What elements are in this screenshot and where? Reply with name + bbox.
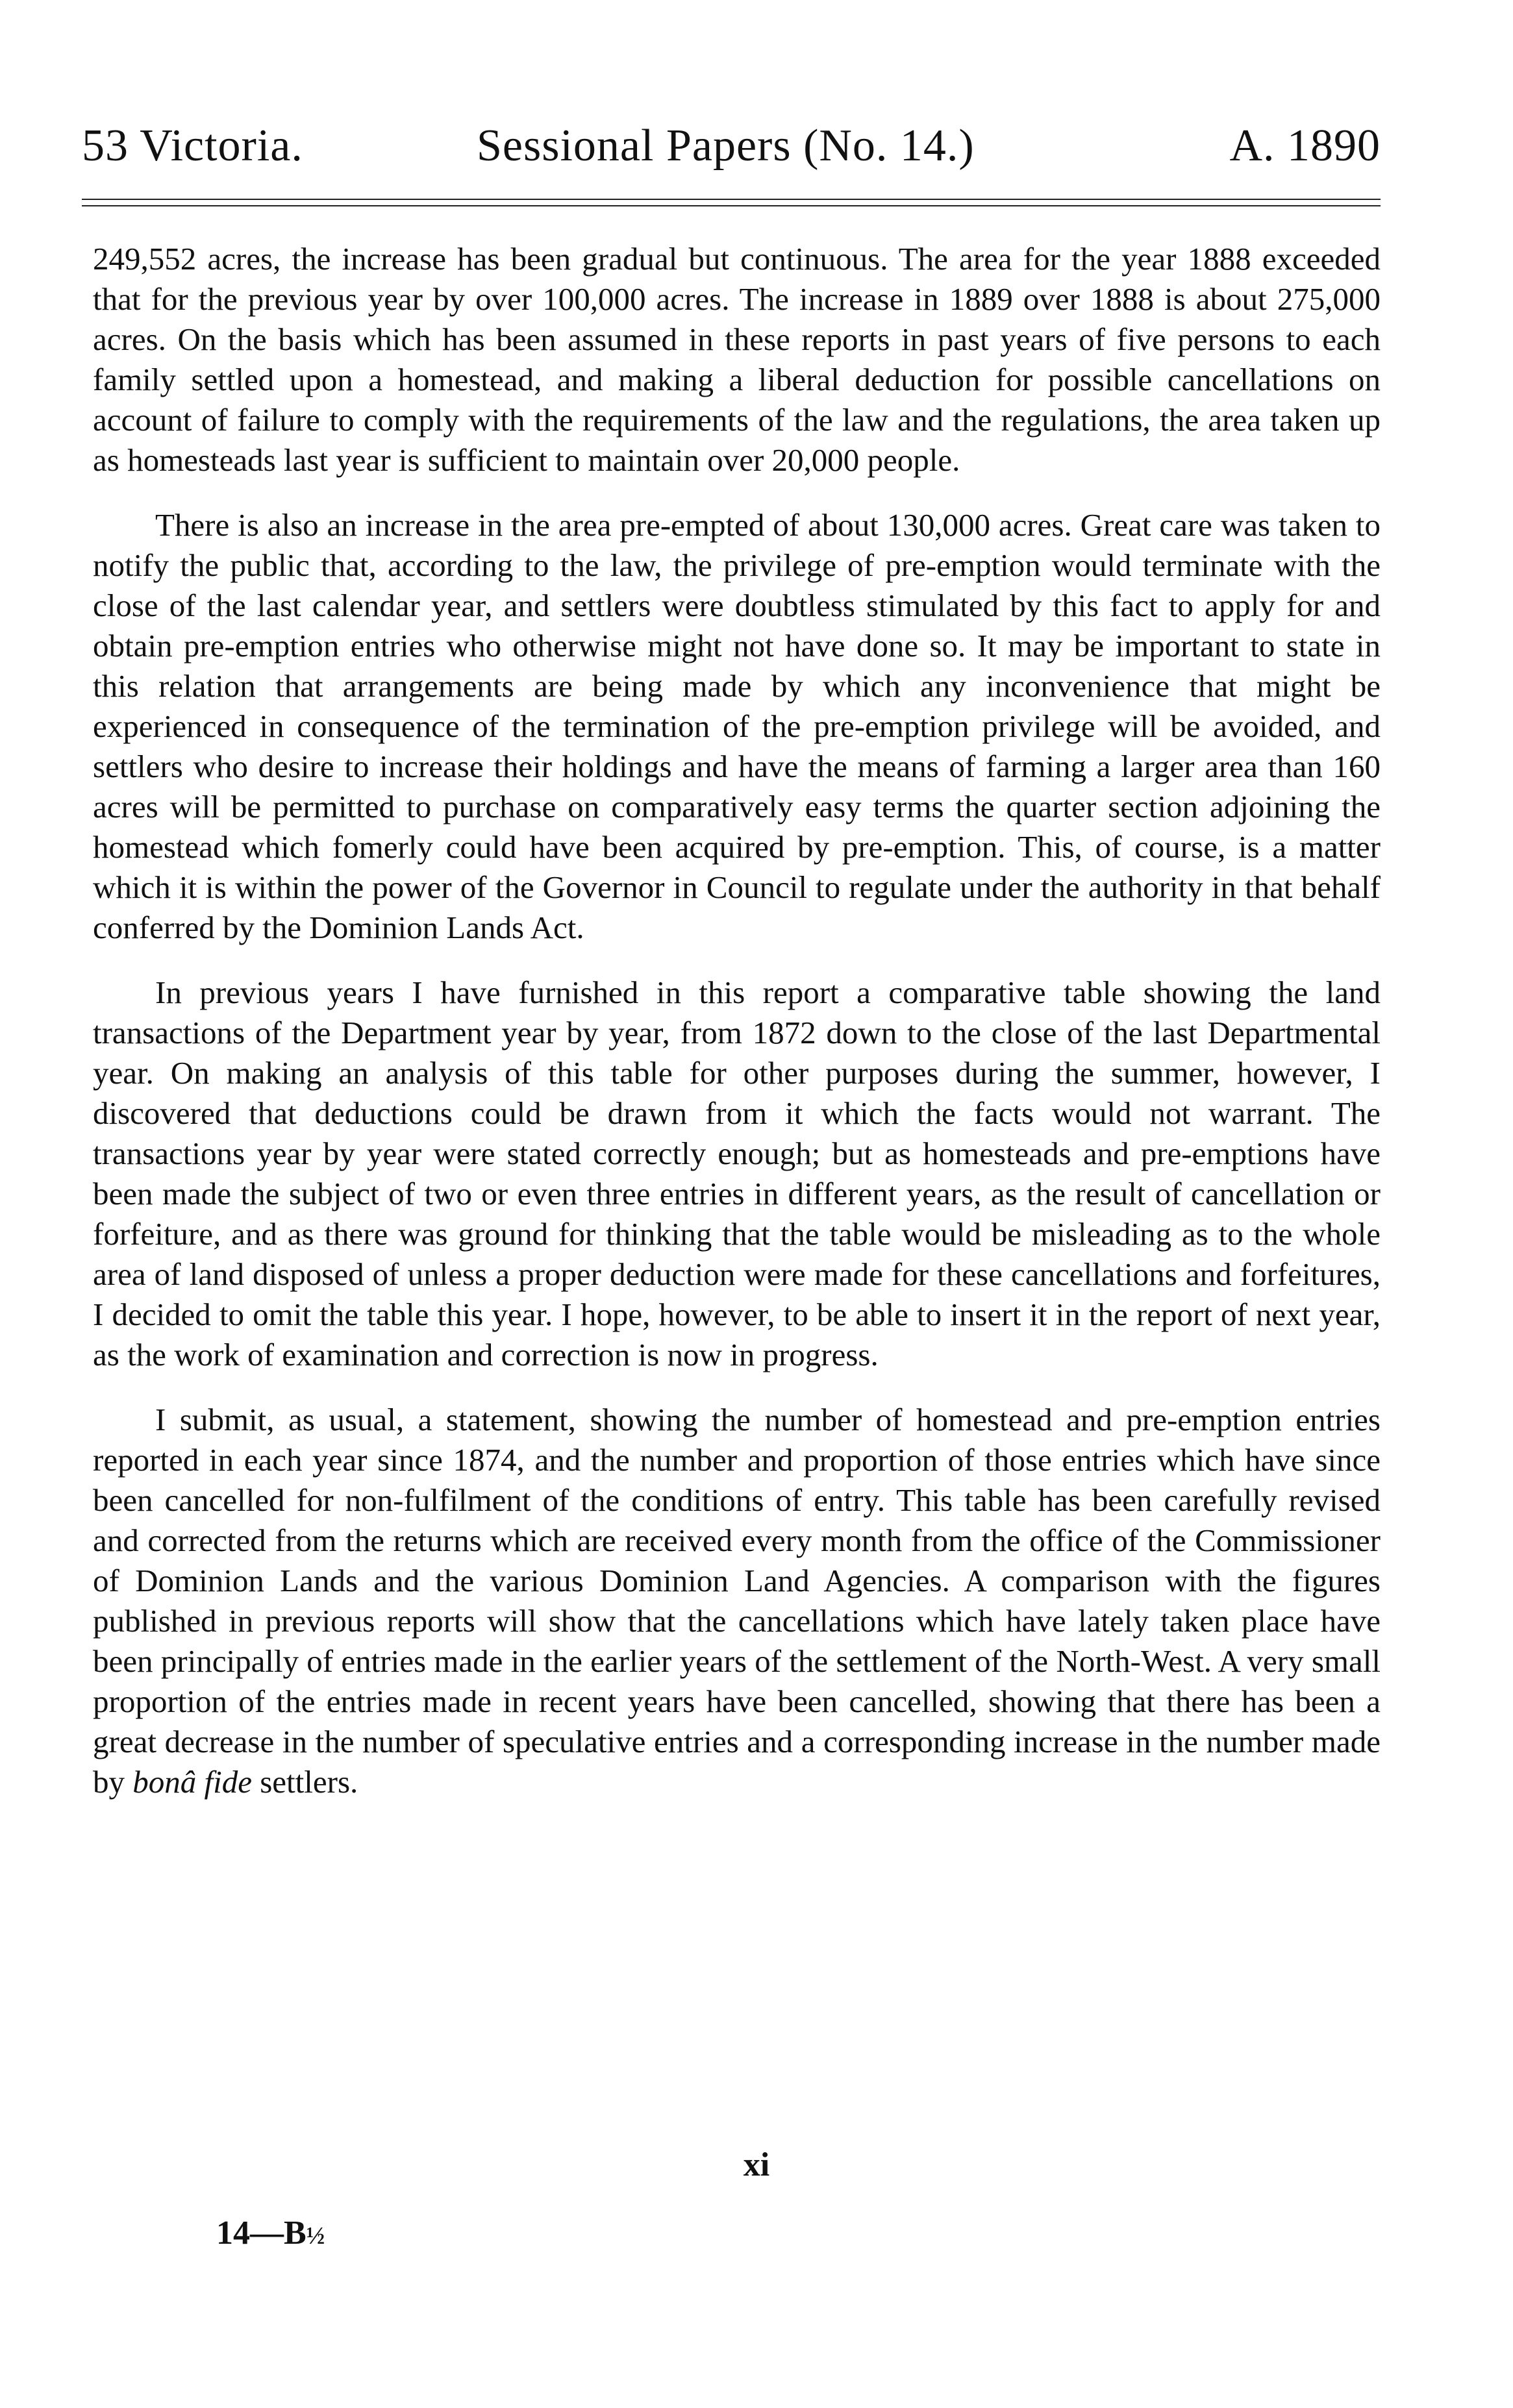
page-header xyxy=(82,117,1381,175)
body-text xyxy=(93,239,1381,1802)
signature-main: 14—B xyxy=(216,2215,306,2252)
paragraph-4 xyxy=(93,1400,1381,1802)
header-rule-top xyxy=(82,199,1381,200)
paragraph-3: In previous years I have furnished in this report a comparative table showing the land transactions of the Department year by year, from 1872 down to the close of the last Departmental year. On making an analysis of this table for other purposes during the summer, however, I discovered that deductions could be drawn from it which the facts would not warrant. The transactions year by year were stated correctly enough; but as homesteads and pre-emptions have been made the subject of two or even three entries in different years, as the result of cancellation or forfeiture, and as there was ground for thinking that the table would be misleading as to the whole area of land disposed of unless a proper deduction were made for these cancellations and forfeitures, I decided to omit the table this year. I hope, however, to be able to insert it in the report of next year, as the work of examination and correction is now in progress. xyxy=(93,974,1381,1372)
paragraph-4-text: I submit, as usual, a statement, showing the number of homestead and pre-emption entries reported in each year since 1874, and the number and proportion of those entries which have since been cancelled for non-fulfilment of the conditions of entry. This table has been carefully revised and corrected from the returns which are received every month from the office of the Commissioner of Dominion Lands and the various Dominion Land Agencies. A comparison with the figures published in previous reports will show that the cancellations which have lately taken place have been principally of entries made in the earlier years of the settlement of the North-West. A very small proportion of the entries made in recent years have been cancelled, showing that there has been a great decrease in the number of speculative entries and a corresponding increase in the number made by xyxy=(93,1402,1381,1800)
paragraph-4-italic-phrase: bonâ fide xyxy=(132,1764,252,1800)
header-title: Sessional Papers (No. 14.) xyxy=(477,121,975,171)
paragraph-4-ending: settlers. xyxy=(251,1764,358,1800)
signature-fraction: ½ xyxy=(306,2222,325,2250)
page-number: xi xyxy=(743,2146,770,2183)
paragraph-1: 249,552 acres, the increase has been gradual but continuous. The area for the year 1888 exceeded that for the previous year by over 100,000 acres. The increase in 1889 over 1888 is about 275,000 acres. On the basis which has been assumed in these reports in past years of five persons to each family settled upon a homestead, and making a liberal deduction for possible cancellations on account of failure to comply with the requirements of the law and the regulations, the area taken up as homesteads last year is sufficient to maintain over 20,000 people. xyxy=(93,241,1381,478)
signature-mark xyxy=(216,2214,325,2255)
header-session: 53 Victoria. xyxy=(82,121,303,171)
paragraph-2: There is also an increase in the area pre-empted of about 130,000 acres. Great care was taken to notify the public that, according to the law, the privilege of pre-emption would terminate with the close of the last calendar year, and settlers were doubtless stimulated by this fact to apply for and obtain pre-emption entries who otherwise might not have done so. It may be important to state in this relation that arrangements are being made by which any inconvenience that might be experienced in consequence of the termination of the pre-emption privilege will be avoided, and settlers who desire to increase their holdings and have the means of farming a larger area than 160 acres will be permitted to purchase on comparatively easy terms the quarter section adjoining the homestead which fomerly could have been acquired by pre-emption. This, of course, is a matter which it is within the power of the Governor in Council to regulate under the authority in that behalf conferred by the Dominion Lands Act. xyxy=(93,507,1381,945)
header-rule-bottom xyxy=(82,205,1381,206)
header-year: A. 1890 xyxy=(1229,121,1381,171)
